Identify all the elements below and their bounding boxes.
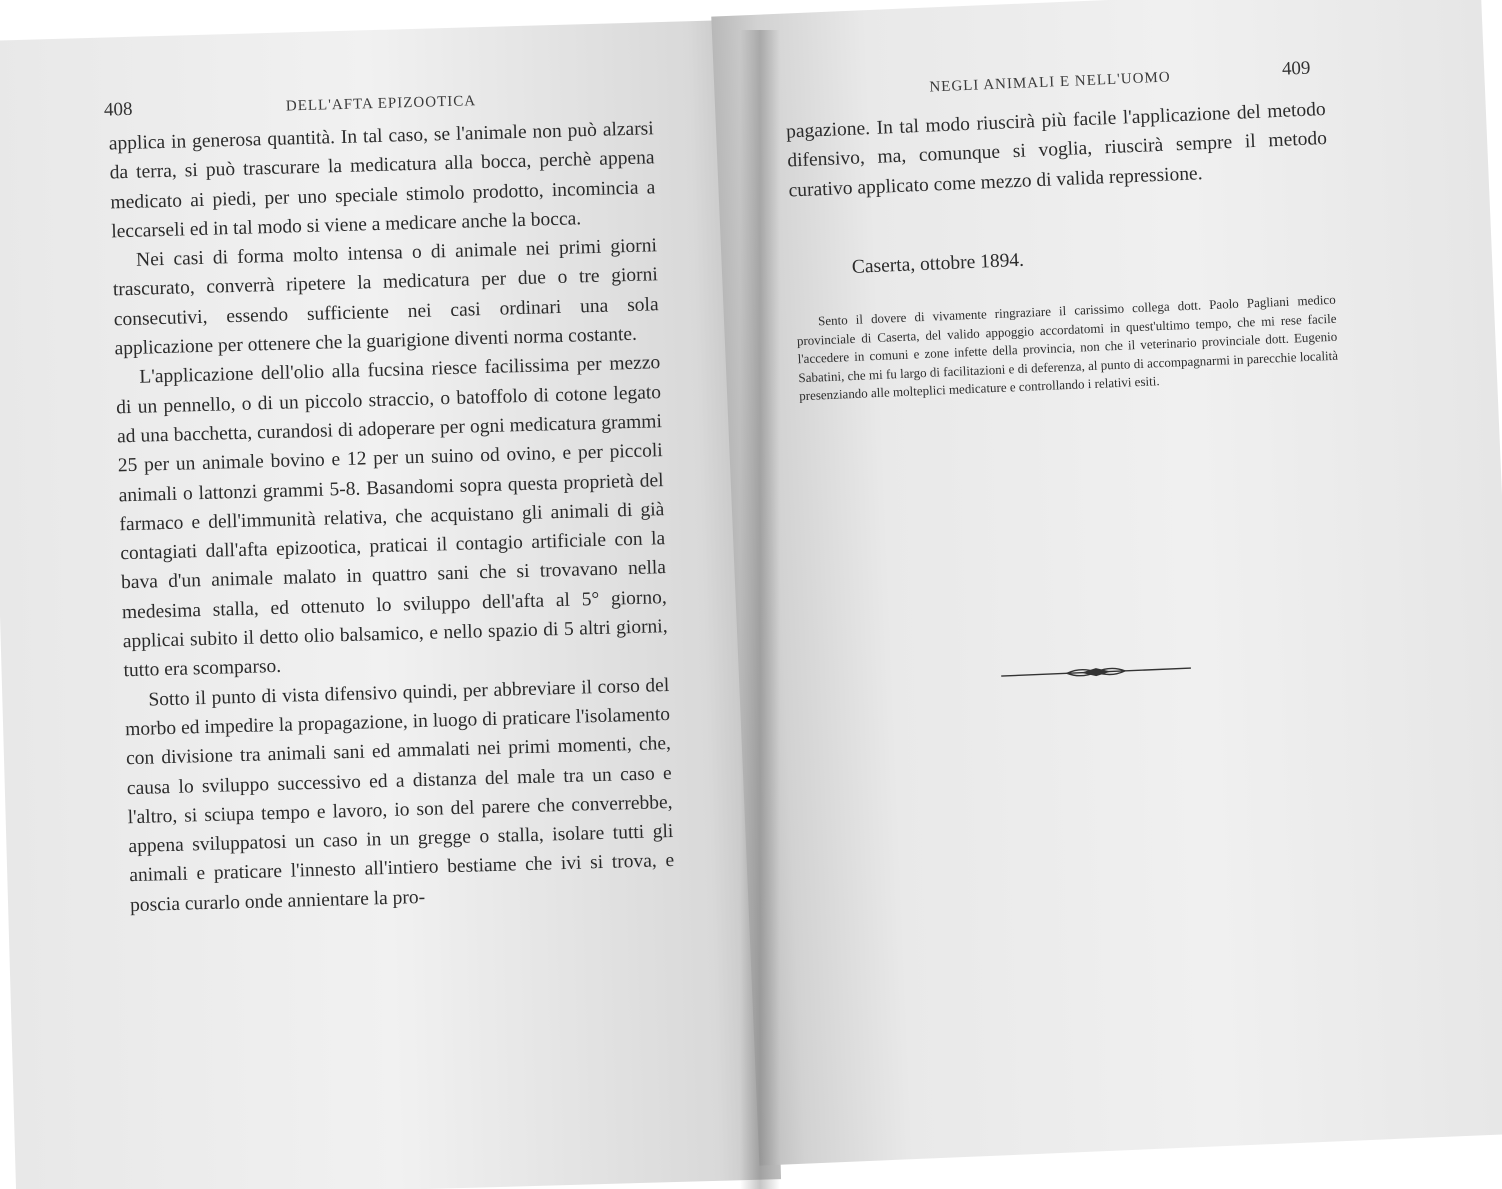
paragraph: applica in generosa quantità. In tal caso, se l'animale non può alzarsi da terra, si può trascurare la medicatura alla bocca, perchè appena medicato ai piedi, per uno speciale stimolo prodotto, incomincia a leccarseli ed in tal modo si viene a medicare anche la bocca. [108, 118, 656, 243]
page-number-left: 408 [103, 98, 133, 121]
place-date: Caserta, ottobre 1894. [851, 249, 1025, 278]
paragraph: Nei casi di forma molto intensa o di animale nei primi giorni trascurato, converrà ripetere la medicatura per due o tre giorni consecutivi, essendo sufficiente nei casi ordinari una sola applicazione per ottenere che la guarigione diventi norma costante. [112, 235, 659, 360]
page-number-right: 409 [1281, 57, 1311, 80]
paragraph: L'applicazione dell'olio alla fucsina riesce facilissima per mezzo di un pennello, o di un piccolo straccio, o batoffolo di cotone legato ad una bacchetta, curandosi di adoperare per ogni medicatura grammi 25 per un animale bovino e 12 per un suino od ovino, e per piccoli animali o lattonzi grammi 5-8. Basandomi sopra questa proprietà del farmaco e dell'immunità relativa, che acquistano gli animali di già contagiati dall'afta epizootica, praticai il contagio artificiale con la bava d'un animale malato in quattro sani che si trovavano nella medesima stalla, ed ottenuto lo sviluppo dell'afta al 5° giorno, applicai subito il detto olio balsamico, e nello spazio di 5 altri giorni, tutto era scomparso. [115, 352, 668, 682]
left-page [0, 20, 781, 1189]
right-body-text [786, 95, 1329, 205]
paragraph: Sotto il punto di vista difensivo quindi, per abbreviare il corso del morbo ed impedire la propagazione, in luogo di praticare l'isolamento con divisione tra animali sani ed ammalati nei primi momenti, che, causa lo sviluppo successivo ed a distanza del male tra un caso e l'altro, si sciupa tempo e lavoro, io son del parere che converrebbe, appena sviluppatosi un caso in un gregge o stalla, isolare tutti gli animali e praticare l'innesto all'intiero bestiame che ivi si trova, e poscia curarlo onde annientare la pro- [124, 674, 675, 916]
left-body-text [108, 114, 675, 920]
book-gutter [740, 30, 780, 1189]
ornament-divider [1001, 661, 1191, 683]
footnote: Sento il dovere di vivamente ringraziare il carissimo collega dott. Paolo Pagliani medico provinciale di Caserta, del valido appoggio accordatomi in quest'ultimo tempo, che mi rese facile l'accedere in comuni e zone infette della provincia, non che il veterinario provinciale dott. Eugenio Sabatini, che mi fu largo di facilitazioni e di deferenza, al punto di accompagnarmi in parecchie località presenziando alle molteplici medicature e controllando i relativi esiti. [796, 291, 1339, 404]
right-page [711, 0, 1502, 1166]
paragraph: pagazione. In tal modo riuscirà più facile l'applicazione del metodo difensivo, ma, comunque si voglia, riuscirà sempre il metodo curativo applicato come mezzo di valida repressione. [785, 98, 1328, 202]
running-head-left: DELL'AFTA EPIZOOTICA [285, 93, 477, 115]
running-head-right: NEGLI ANIMALI E NELL'UOMO [929, 69, 1171, 96]
